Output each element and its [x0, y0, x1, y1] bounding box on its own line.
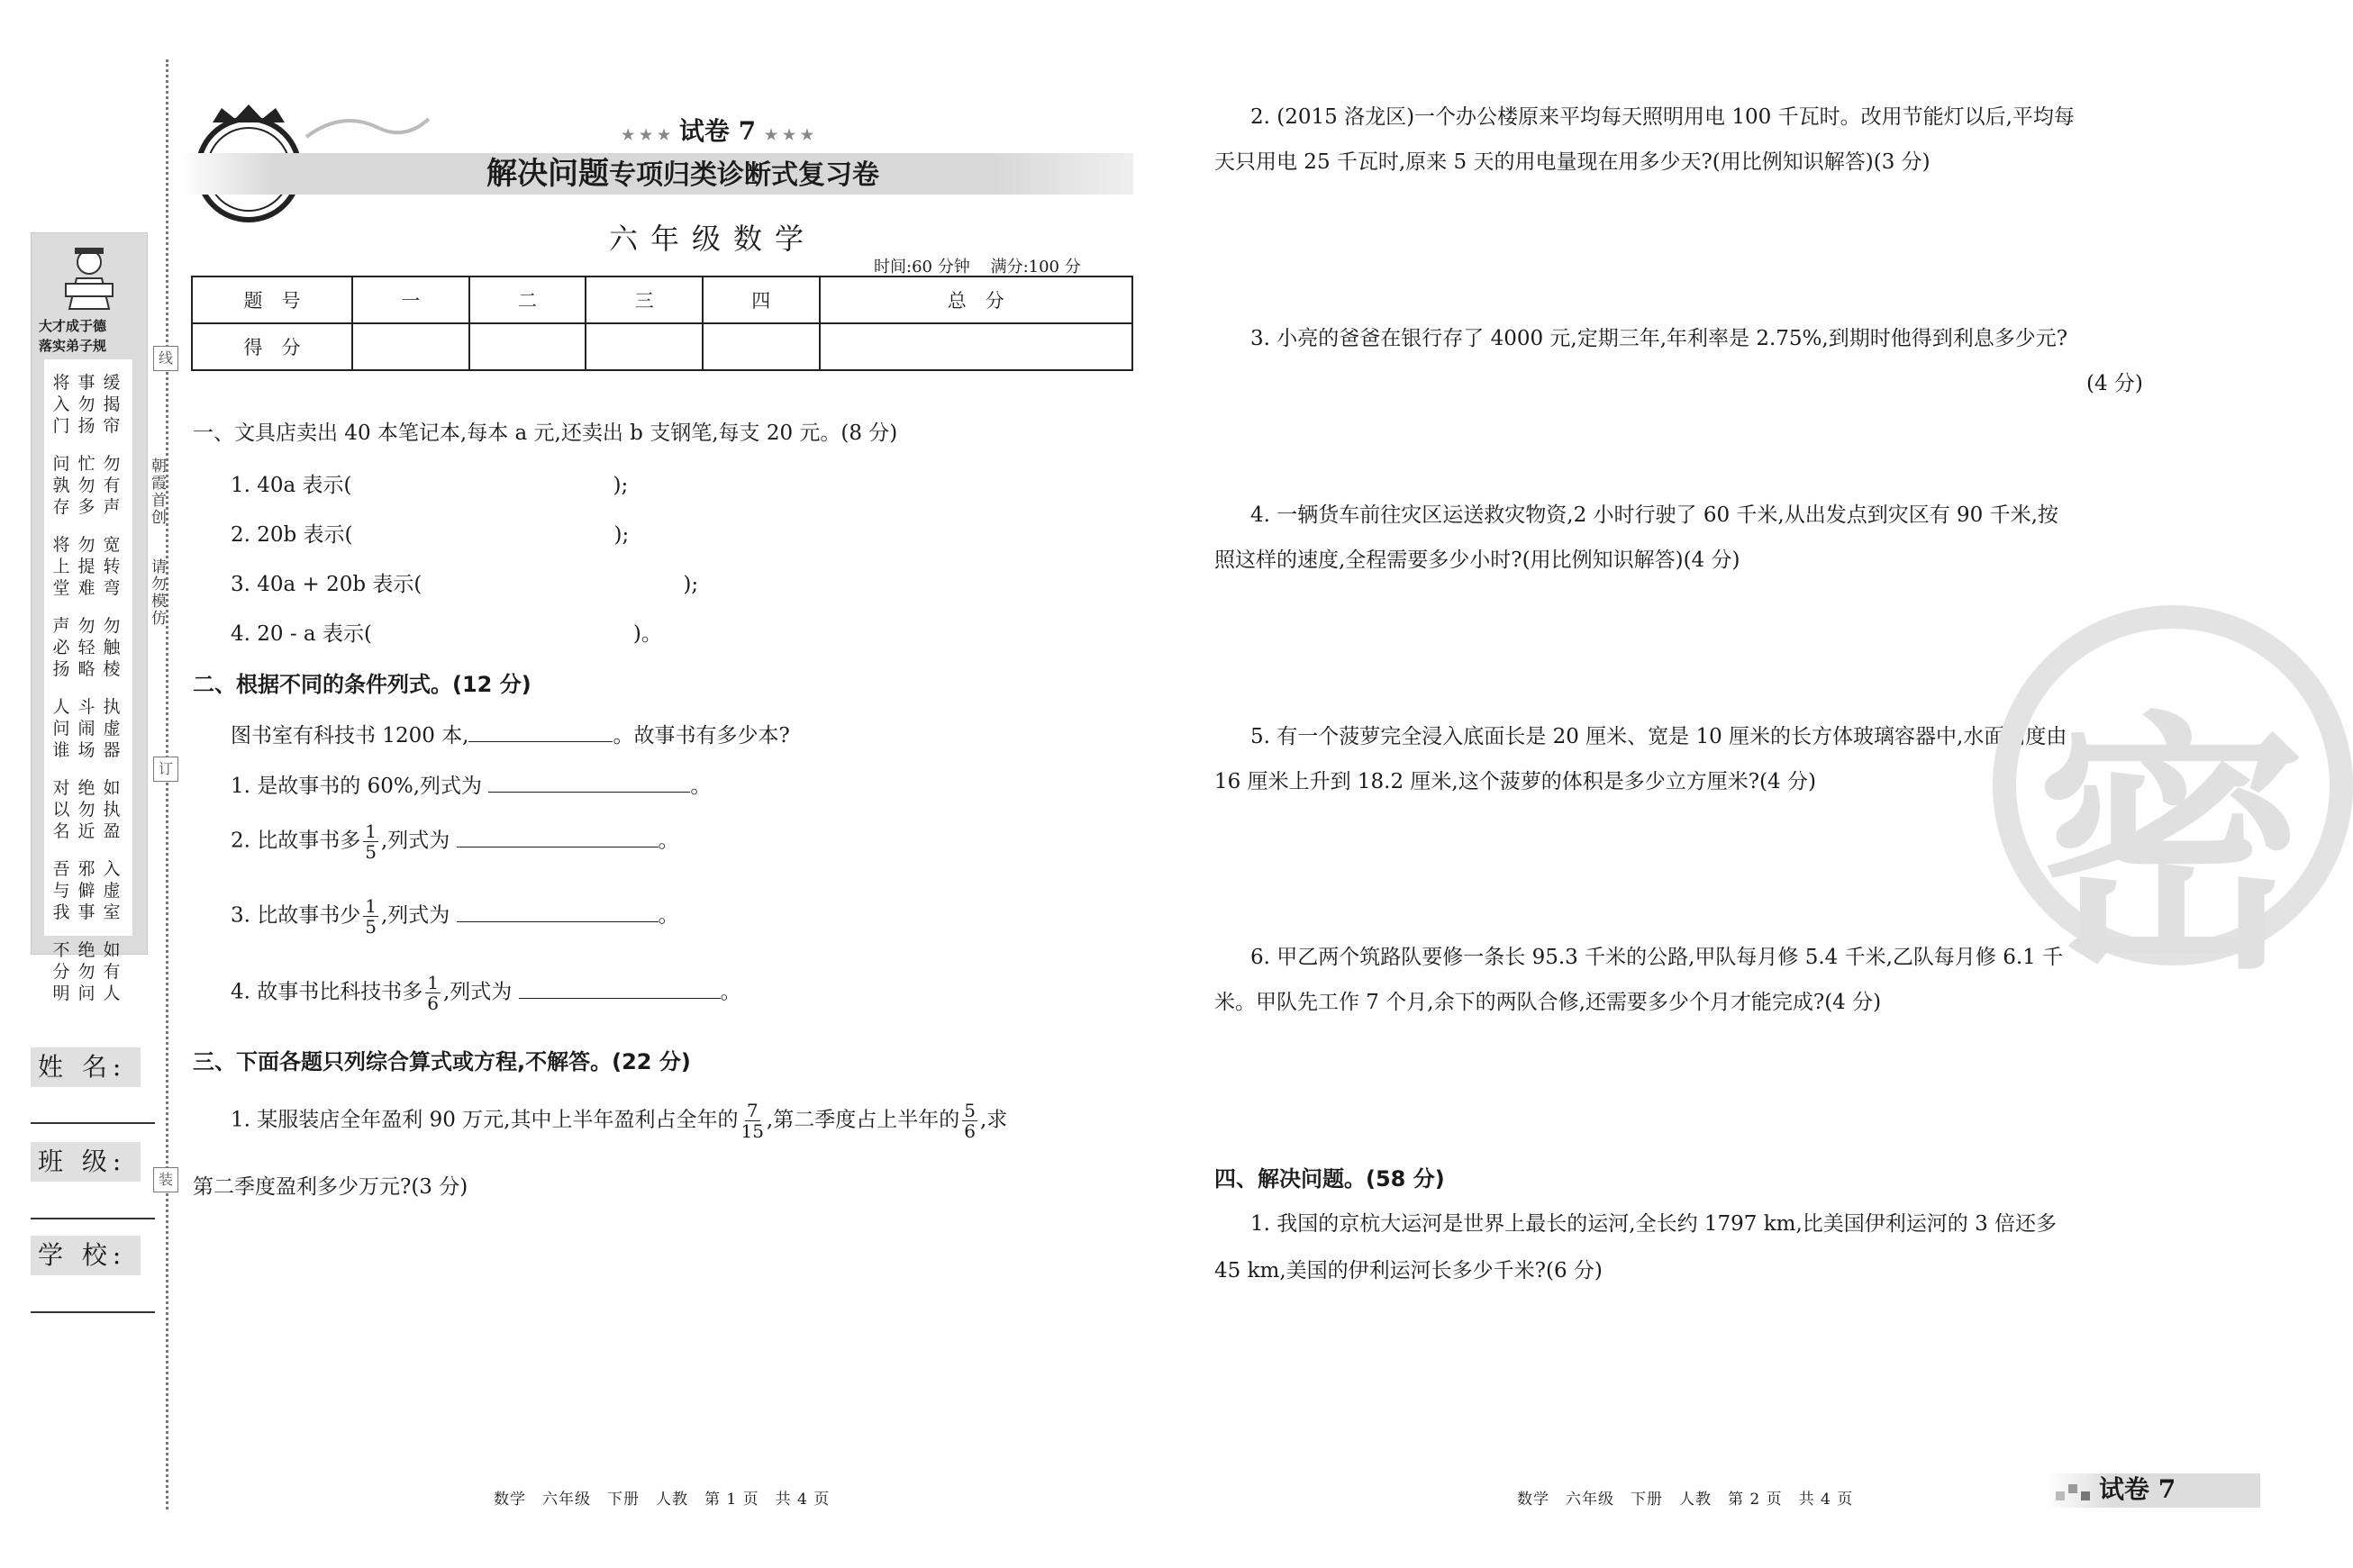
section4-heading: 四、解决问题。(58 分)	[1214, 1166, 1445, 1192]
answer-blank[interactable]	[457, 827, 659, 847]
score-cell: 三	[586, 276, 703, 323]
section3-heading: 三、下面各题只列综合算式或方程,不解答。(22 分)	[193, 1049, 691, 1074]
motto-column: 绝 勿 问	[77, 940, 95, 1003]
motto-row	[51, 372, 122, 437]
section3-q1-line1: 1. 某服装店全年盈利 90 万元,其中上半年盈利占全年的 $\frac{7}{15}$ ,第二季度占上半年的 $\frac{5}{6}$ ,求	[231, 1100, 1008, 1142]
section2-q1: 1. 是故事书的 60%,列式为 。	[231, 772, 711, 800]
motto-row	[51, 534, 122, 599]
section4-q1-line1: 1. 我国的京杭大运河是世界上最长的运河,全长约 1797 km,比美国伊利运河的 3 倍还多	[1250, 1212, 2058, 1236]
motto-column: 执 虚 器	[103, 697, 121, 760]
slogan-2: 落实弟子规	[39, 338, 107, 354]
binding-cut-line	[166, 59, 168, 1509]
score-input-cell[interactable]	[703, 323, 820, 370]
section1-item-1: 1. 40a 表示( );	[231, 474, 629, 497]
motto-column: 人 问 谁	[52, 697, 70, 760]
score-table-header-row	[192, 276, 1132, 323]
motto-column: 宽 转 弯	[103, 535, 121, 598]
name-field[interactable]	[31, 1122, 155, 1124]
motto-row	[51, 939, 122, 1004]
score-cell: 四	[703, 276, 820, 323]
section3-q1-line2: 第二季度盈利多少万元?(3 分)	[193, 1175, 468, 1199]
section3-q6-line2: 米。甲队先工作 7 个月,余下的两队合修,还需要多少个月才能完成?(4 分)	[1214, 991, 1882, 1014]
answer-blank[interactable]	[519, 978, 721, 999]
footer-left: 数学 六年级 下册 人教 第 1 页 共 4 页	[494, 1491, 831, 1509]
answer-blank[interactable]	[488, 772, 690, 793]
motto-list	[51, 372, 122, 1004]
motto-column: 事 勿 扬	[77, 373, 95, 436]
score-input-cell[interactable]	[469, 323, 586, 370]
motto-column: 吾 与 我	[52, 859, 70, 922]
score-cell: 二	[469, 276, 586, 323]
answer-blank[interactable]	[457, 902, 659, 922]
motto-column: 勿 有 声	[103, 454, 121, 517]
score-row-label: 得 分	[192, 323, 352, 370]
fraction-1-5: $\frac{1}{5}$	[365, 820, 377, 863]
fraction-7-15: $\frac{7}{15}$	[740, 1100, 764, 1142]
exam-full-score: 满分:100 分	[990, 258, 1081, 276]
title-rest: 专项归类诊断式复习卷	[609, 159, 879, 191]
score-input-cell[interactable]	[820, 323, 1132, 370]
cut-mark-zhuang: 装	[153, 1167, 178, 1192]
motto-column: 问 孰 存	[52, 454, 70, 517]
section3-q2-line2: 天只用电 25 千瓦时,原来 5 天的用电量现在用多少天?(用比例知识解答)(3 分)	[1214, 150, 1931, 174]
cut-mark-xian: 线	[153, 346, 178, 371]
footer-right: 数学 六年级 下册 人教 第 2 页 共 4 页	[1517, 1491, 1854, 1509]
motto-column: 斗 闹 场	[77, 697, 95, 760]
section2-heading: 二、根据不同的条件列式。(12 分)	[193, 672, 531, 697]
paper-label: ★ ★ ★ 试卷 7 ★ ★ ★	[622, 116, 814, 146]
section3-q5-line1: 5. 有一个菠萝完全浸入底面长是 20 厘米、宽是 10 厘米的长方体玻璃容器中,水面高度由	[1250, 725, 2067, 748]
cut-mark-ding: 订	[153, 757, 178, 782]
section1-item-2: 2. 20b 表示( );	[231, 523, 630, 547]
fraction-1-5: $\frac{1}{5}$	[365, 895, 377, 938]
motto-column: 对 以 名	[52, 778, 70, 841]
name-label: 姓 名:	[31, 1047, 141, 1087]
motto-column: 缓 揭 帘	[103, 373, 121, 436]
motto-row	[51, 615, 122, 680]
exam-meta	[874, 254, 1081, 277]
score-cell: 一	[352, 276, 469, 323]
section4-q1-line2: 45 km,美国的伊利运河长多少千米?(6 分)	[1214, 1259, 1603, 1282]
section3-q5-line2: 16 厘米上升到 18.2 厘米,这个菠萝的体积是多少立方厘米?(4 分)	[1214, 770, 1816, 793]
section3-q2-line1: 2. (2015 洛龙区)一个办公楼原来平均每天照明用电 100 千瓦时。改用节能灯以后,平均每	[1250, 105, 2075, 129]
badge-squares-icon	[2056, 1479, 2097, 1502]
school-label: 学 校:	[31, 1236, 141, 1275]
motto-row	[51, 858, 122, 923]
score-input-cell[interactable]	[352, 323, 469, 370]
scholar-figure-icon	[59, 240, 120, 313]
section1-heading: 一、文具店卖出 40 本笔记本,每本 a 元,还卖出 b 支钢笔,每支 20 元。(8 分)	[193, 421, 898, 445]
motto-column: 邪 僻 事	[77, 859, 95, 922]
exam-time: 时间:60 分钟	[874, 258, 970, 276]
motto-column: 忙 勿 多	[77, 454, 95, 517]
section2-q3: 3. 比故事书少 $\frac{1}{5}$ ,列式为 。	[231, 895, 679, 938]
motto-row	[51, 777, 122, 842]
motto-column: 将 入 门	[52, 373, 70, 436]
section3-q4-line1: 4. 一辆货车前往灾区运送救灾物资,2 小时行驶了 60 千米,从出发点到灾区有 90 千米,按	[1250, 503, 2058, 527]
section2-q4: 4. 故事书比科技书多 $\frac{1}{6}$ ,列式为 。	[231, 972, 741, 1014]
score-table-score-row	[192, 323, 1132, 370]
section2-stem: 图书室有科技书 1200 本, 。故事书有多少本?	[231, 721, 790, 749]
section1-item-4: 4. 20 - a 表示( )。	[231, 622, 662, 646]
class-label: 班 级:	[31, 1142, 141, 1182]
motto-column: 勿 触 棱	[103, 616, 121, 679]
school-field[interactable]	[31, 1311, 155, 1313]
paper-badge-label: 试卷 7	[2099, 1474, 2176, 1504]
section1-item-3: 3. 40a + 20b 表示( );	[231, 573, 699, 596]
motto-column: 将 上 堂	[52, 535, 70, 598]
motto-row	[51, 453, 122, 518]
motto-panel	[44, 359, 132, 1003]
title-bold: 解决问题	[486, 156, 609, 192]
section3-q3-line2: (4 分)	[2086, 372, 2143, 395]
grade-subject: 六年级数学	[609, 222, 817, 256]
motto-column: 如 有 人	[103, 940, 121, 1003]
vertical-note-2: 请勿模仿	[148, 558, 166, 627]
vertical-note-1: 朝霞首创	[148, 458, 166, 526]
ribbon-ornament	[306, 101, 432, 155]
motto-column: 勿 提 难	[77, 535, 95, 598]
section2-q2: 2. 比故事书多 $\frac{1}{5}$ ,列式为 。	[231, 820, 679, 863]
score-cell: 题 号	[192, 276, 352, 323]
motto-strip	[31, 232, 148, 1003]
motto-column: 不 分 明	[52, 940, 70, 1003]
motto-column: 勿 轻 略	[77, 616, 95, 679]
condition-blank[interactable]	[468, 721, 613, 742]
section3-q4-line2: 照这样的速度,全程需要多少小时?(用比例知识解答)(4 分)	[1214, 548, 1740, 572]
score-cell: 总 分	[820, 276, 1132, 323]
motto-column: 绝 勿 近	[77, 778, 95, 841]
class-field[interactable]	[31, 1218, 155, 1219]
motto-column: 入 虚 室	[103, 859, 121, 922]
confidential-seal-glyph: 密	[2036, 691, 2306, 1005]
slogan-1: 大才成于德	[39, 318, 107, 334]
section3-q6-line1: 6. 甲乙两个筑路队要修一条长 95.3 千米的公路,甲队每月修 5.4 千米,乙队每月修 6.1 千	[1250, 946, 2064, 969]
page-title	[486, 153, 879, 196]
score-table	[191, 276, 1133, 371]
fraction-1-6: $\frac{1}{6}$	[427, 972, 439, 1014]
motto-column: 如 执 盈	[103, 778, 121, 841]
section3-q3-line1: 3. 小亮的爸爸在银行存了 4000 元,定期三年,年利率是 2.75%,到期时他得到利息多少元?	[1250, 327, 2068, 350]
fraction-5-6: $\frac{5}{6}$	[964, 1100, 976, 1142]
motto-column: 声 必 扬	[52, 616, 70, 679]
motto-row	[51, 696, 122, 761]
score-input-cell[interactable]	[586, 323, 703, 370]
